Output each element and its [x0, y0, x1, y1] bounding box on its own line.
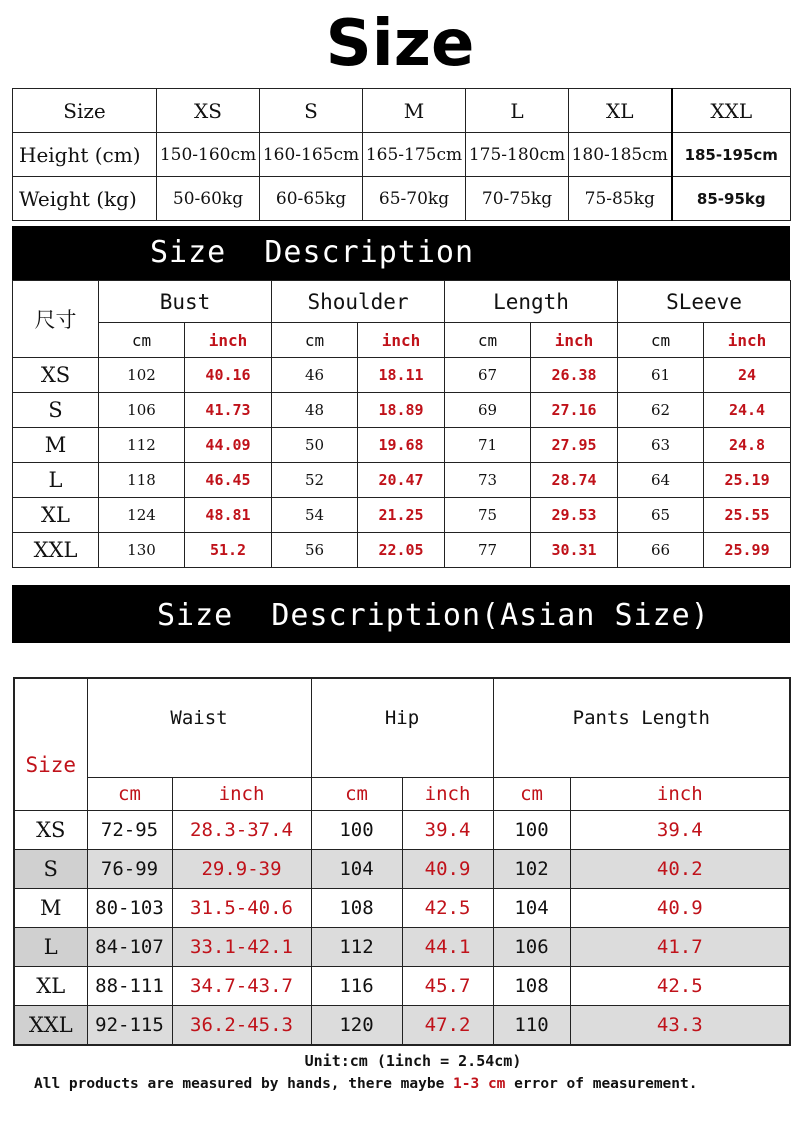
inch-cell: 18.89	[358, 393, 445, 428]
cm-cell: 56	[272, 533, 358, 568]
inch-cell: 24	[704, 358, 791, 393]
header-cell: Size	[13, 89, 157, 133]
inch-cell: 24.4	[704, 393, 791, 428]
section-banner-asian: Size Description(Asian Size)	[12, 585, 790, 643]
inch-cell: 45.7	[402, 967, 493, 1006]
page-title: Size	[325, 7, 475, 81]
inch-cell: 36.2-45.3	[172, 1006, 311, 1046]
unit-cm: cm	[311, 778, 402, 811]
inch-cell: 25.55	[704, 498, 791, 533]
inch-cell: 33.1-42.1	[172, 928, 311, 967]
unit-header-row	[14, 778, 790, 811]
inch-cell: 28.74	[531, 463, 618, 498]
row-label: Height (cm)	[13, 133, 157, 177]
table-row	[13, 533, 791, 568]
table-cell: 180-185cm	[569, 133, 672, 177]
unit-cm: cm	[99, 323, 185, 358]
cm-cell: 108	[311, 889, 402, 928]
unit-cm: cm	[618, 323, 704, 358]
table-row	[14, 1006, 790, 1046]
section-banner: Size Description	[12, 226, 790, 280]
cm-cell: 52	[272, 463, 358, 498]
cm-cell: 112	[311, 928, 402, 967]
cm-cell: 118	[99, 463, 185, 498]
inch-cell: 25.99	[704, 533, 791, 568]
inch-cell: 20.47	[358, 463, 445, 498]
table-cell: 60-65kg	[260, 177, 363, 221]
cm-cell: 106	[493, 928, 570, 967]
cm-cell: 50	[272, 428, 358, 463]
size-label: XXL	[13, 533, 99, 568]
inch-cell: 42.5	[402, 889, 493, 928]
table-cell: 150-160cm	[157, 133, 260, 177]
inch-cell: 40.2	[570, 850, 790, 889]
cm-cell: 104	[493, 889, 570, 928]
table-row	[13, 133, 791, 177]
table-row	[14, 889, 790, 928]
unit-inch: inch	[570, 778, 790, 811]
size-corner-label: Size	[14, 678, 87, 811]
table-cell: 50-60kg	[157, 177, 260, 221]
cm-cell: 116	[311, 967, 402, 1006]
inch-cell: 48.81	[185, 498, 272, 533]
inch-cell: 44.09	[185, 428, 272, 463]
header-cell: XXL	[672, 89, 791, 133]
inch-cell: 19.68	[358, 428, 445, 463]
unit-cm: cm	[87, 778, 172, 811]
cm-cell: 100	[493, 811, 570, 850]
table-cell: 165-175cm	[363, 133, 466, 177]
cm-cell: 112	[99, 428, 185, 463]
inch-cell: 27.16	[531, 393, 618, 428]
top-measurement-table	[12, 280, 791, 568]
unit-note: Unit:cm (1inch = 2.54cm)	[304, 1052, 522, 1070]
inch-cell: 43.3	[570, 1006, 790, 1046]
cm-cell: 69	[445, 393, 531, 428]
unit-inch: inch	[531, 323, 618, 358]
size-label: L	[14, 928, 87, 967]
pants-table-body	[14, 811, 790, 1046]
header-cell: XL	[569, 89, 672, 133]
cm-cell: 124	[99, 498, 185, 533]
cm-cell: 110	[493, 1006, 570, 1046]
inch-cell: 41.7	[570, 928, 790, 967]
inch-cell: 22.05	[358, 533, 445, 568]
cm-cell: 48	[272, 393, 358, 428]
cm-cell: 102	[99, 358, 185, 393]
table-row	[13, 428, 791, 463]
inch-cell: 24.8	[704, 428, 791, 463]
pants-measurement-table	[13, 677, 791, 1046]
inch-cell: 31.5-40.6	[172, 889, 311, 928]
cm-cell: 108	[493, 967, 570, 1006]
inch-cell: 34.7-43.7	[172, 967, 311, 1006]
inch-cell: 26.38	[531, 358, 618, 393]
cm-cell: 77	[445, 533, 531, 568]
inch-cell: 39.4	[402, 811, 493, 850]
row-label: Weight (kg)	[13, 177, 157, 221]
top-table-body	[13, 358, 791, 568]
inch-cell: 46.45	[185, 463, 272, 498]
cm-cell: 88-111	[87, 967, 172, 1006]
size-label: L	[13, 463, 99, 498]
table-row	[14, 850, 790, 889]
cm-cell: 71	[445, 428, 531, 463]
cm-cell: 72-95	[87, 811, 172, 850]
inch-cell: 18.11	[358, 358, 445, 393]
inch-cell: 25.19	[704, 463, 791, 498]
inch-cell: 40.16	[185, 358, 272, 393]
cm-cell: 76-99	[87, 850, 172, 889]
table-cell: 160-165cm	[260, 133, 363, 177]
cm-cell: 62	[618, 393, 704, 428]
size-label: M	[14, 889, 87, 928]
size-label: XL	[14, 967, 87, 1006]
table-row	[13, 463, 791, 498]
table-cell: 70-75kg	[466, 177, 569, 221]
cm-cell: 73	[445, 463, 531, 498]
inch-cell: 29.53	[531, 498, 618, 533]
header-cell: L	[466, 89, 569, 133]
unit-inch: inch	[172, 778, 311, 811]
cm-cell: 63	[618, 428, 704, 463]
measurement-note-suffix: error of measurement.	[505, 1076, 698, 1092]
unit-inch: inch	[185, 323, 272, 358]
table-row	[13, 498, 791, 533]
table-cell: 75-85kg	[569, 177, 672, 221]
inch-cell: 44.1	[402, 928, 493, 967]
table-row	[13, 358, 791, 393]
inch-cell: 40.9	[570, 889, 790, 928]
table-row	[13, 177, 791, 221]
table-cell: 185-195cm	[672, 133, 791, 177]
inch-cell: 21.25	[358, 498, 445, 533]
inch-cell: 30.31	[531, 533, 618, 568]
table-row	[14, 811, 790, 850]
table-cell: 175-180cm	[466, 133, 569, 177]
cm-cell: 104	[311, 850, 402, 889]
unit-inch: inch	[704, 323, 791, 358]
cm-cell: 66	[618, 533, 704, 568]
cm-cell: 67	[445, 358, 531, 393]
inch-cell: 42.5	[570, 967, 790, 1006]
size-label: XXL	[14, 1006, 87, 1046]
group-header: Bust	[99, 281, 272, 323]
size-label: XS	[13, 358, 99, 393]
size-label: XL	[13, 498, 99, 533]
cm-cell: 46	[272, 358, 358, 393]
header-cell: XS	[157, 89, 260, 133]
group-header: Shoulder	[272, 281, 445, 323]
group-header-row	[13, 281, 791, 323]
inch-cell: 27.95	[531, 428, 618, 463]
group-header-row	[14, 678, 790, 778]
inch-cell: 41.73	[185, 393, 272, 428]
group-header: Length	[445, 281, 618, 323]
unit-header-row	[13, 323, 791, 358]
table-row	[14, 928, 790, 967]
table-row	[14, 967, 790, 1006]
group-header: SLeeve	[618, 281, 791, 323]
cm-cell: 54	[272, 498, 358, 533]
cm-cell: 65	[618, 498, 704, 533]
group-header: Hip	[311, 678, 493, 778]
cm-cell: 130	[99, 533, 185, 568]
table-cell: 65-70kg	[363, 177, 466, 221]
size-label: M	[13, 428, 99, 463]
size-label: S	[14, 850, 87, 889]
inch-cell: 51.2	[185, 533, 272, 568]
size-corner-label: 尺寸	[13, 281, 99, 358]
cm-cell: 75	[445, 498, 531, 533]
cm-cell: 92-115	[87, 1006, 172, 1046]
header-cell: M	[363, 89, 466, 133]
header-cell: S	[260, 89, 363, 133]
cm-cell: 106	[99, 393, 185, 428]
size-label: S	[13, 393, 99, 428]
cm-cell: 102	[493, 850, 570, 889]
table-header-row	[13, 89, 791, 133]
unit-inch: inch	[402, 778, 493, 811]
inch-cell: 28.3-37.4	[172, 811, 311, 850]
size-label: XS	[14, 811, 87, 850]
cm-cell: 64	[618, 463, 704, 498]
unit-cm: cm	[493, 778, 570, 811]
table-cell: 85-95kg	[672, 177, 791, 221]
inch-cell: 39.4	[570, 811, 790, 850]
measurement-note-range: 1-3 cm	[453, 1076, 506, 1092]
cm-cell: 100	[311, 811, 402, 850]
cm-cell: 61	[618, 358, 704, 393]
cm-cell: 84-107	[87, 928, 172, 967]
group-header: Pants Length	[493, 678, 790, 778]
group-header: Waist	[87, 678, 311, 778]
unit-inch: inch	[358, 323, 445, 358]
inch-cell: 40.9	[402, 850, 493, 889]
inch-cell: 47.2	[402, 1006, 493, 1046]
cm-cell: 80-103	[87, 889, 172, 928]
unit-cm: cm	[272, 323, 358, 358]
inch-cell: 29.9-39	[172, 850, 311, 889]
height-weight-table	[12, 88, 791, 221]
cm-cell: 120	[311, 1006, 402, 1046]
measurement-note	[34, 1076, 697, 1092]
unit-cm: cm	[445, 323, 531, 358]
table-row	[13, 393, 791, 428]
measurement-note-prefix: All products are measured by hands, there maybe	[34, 1076, 454, 1092]
